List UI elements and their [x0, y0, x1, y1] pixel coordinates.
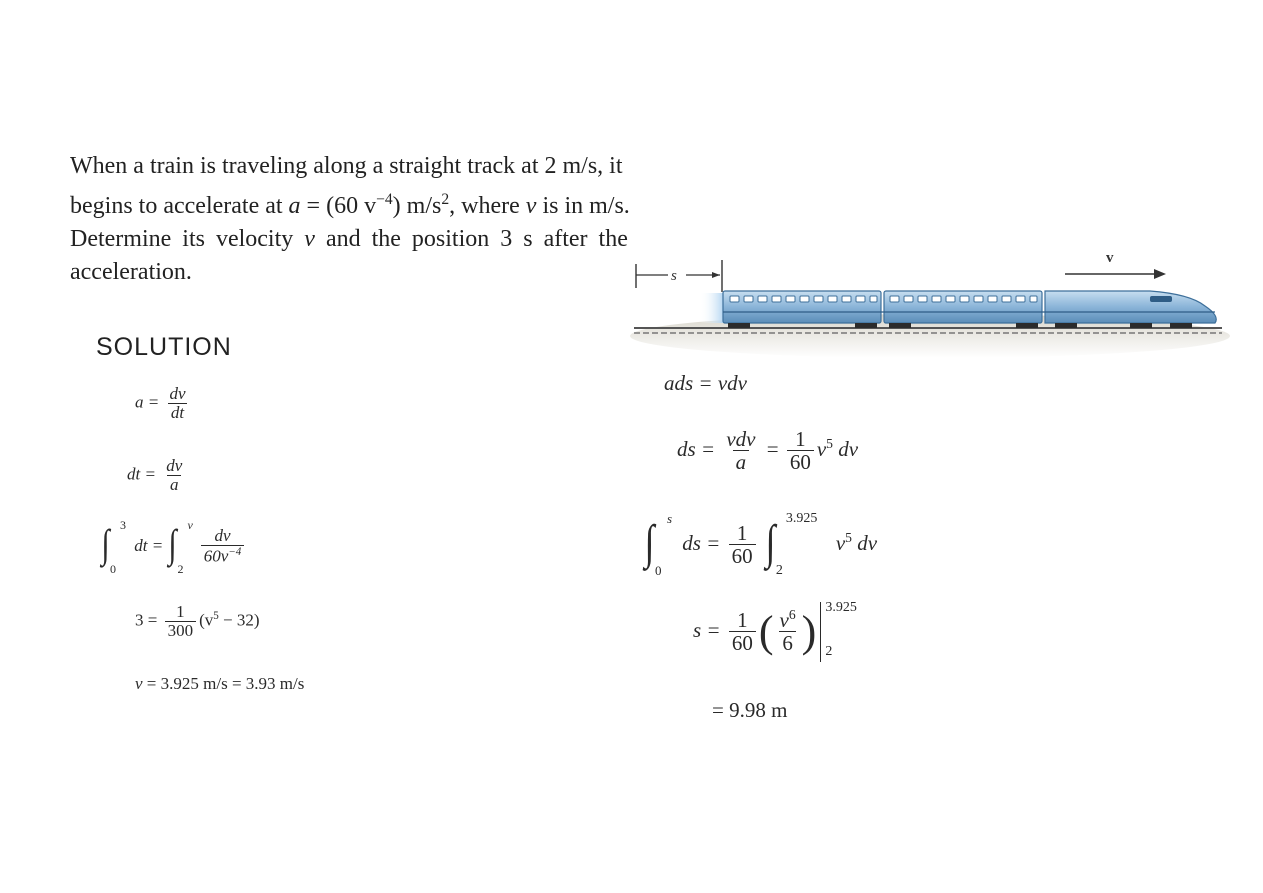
accel-expression: = (60 v [306, 193, 377, 219]
left-eq-2 [127, 457, 188, 495]
integral-3-upper: s [667, 511, 673, 526]
problem-line-4: acceleration. [70, 259, 192, 285]
problem-line-2 [70, 183, 755, 223]
accel-unit-exponent: 2 [441, 191, 450, 208]
integral-3 [643, 511, 673, 578]
s-dimension [636, 260, 722, 292]
left-eq-3 [100, 518, 247, 576]
eval-upper: 3.925 [825, 600, 857, 615]
problem-line-2b: , where [449, 193, 526, 219]
train-figure [630, 248, 1230, 363]
integral-sign-icon: ∫ [644, 516, 655, 569]
problem-line-3a: Determine its velocity [70, 226, 305, 252]
right-eq-2-dv: dv [833, 436, 859, 461]
right-eq-4-iden: 6 [779, 631, 796, 655]
integral-3-lower: 0 [655, 563, 662, 578]
integral-1-lower: 0 [110, 562, 116, 576]
integral-4-upper: 3.925 [785, 511, 818, 526]
left-eq-4 [135, 603, 260, 641]
right-eq-3-exp: 5 [845, 529, 852, 545]
right-eq-3 [643, 511, 878, 578]
left-eq-3-den-exp: −4 [228, 546, 242, 559]
right-eq-2-lhs: ds = [677, 436, 716, 461]
left-eq-4-lhs: 3 = [135, 610, 158, 630]
s-label: s [671, 268, 677, 284]
left-eq-1-lhs: a = [135, 392, 160, 412]
accel-symbol: a [288, 193, 301, 219]
right-eq-2-num1: vdv [726, 427, 756, 451]
right-eq-2-v: v [816, 436, 827, 461]
integral-4-lower: 2 [775, 563, 783, 578]
left-eq-3-mid: dt = [134, 535, 164, 555]
left-eq-4-rhs-b: − 32) [218, 610, 260, 630]
left-eq-4-den: 300 [165, 621, 197, 641]
right-eq-4-num: 1 [737, 607, 748, 632]
right-eq-3-mid: ds = [682, 530, 721, 555]
right-eq-3-dv: dv [852, 530, 878, 555]
left-eq-5-rhs: = 3.925 m/s = 3.93 m/s [142, 674, 305, 693]
integral-sign-icon: ∫ [765, 516, 776, 569]
left-eq-5 [135, 674, 304, 694]
evaluation-bar [820, 602, 861, 662]
integral-sign-icon: ∫ [168, 521, 178, 566]
right-eq-2-den1: a [733, 450, 750, 474]
motion-blur [700, 293, 725, 323]
integral-2-lower: 2 [177, 562, 184, 576]
left-eq-2-den: a [167, 475, 182, 495]
problem-line-2a: begins to accelerate at [70, 193, 289, 219]
right-eq-4-inum: v [779, 608, 789, 633]
integral-2-upper: v [187, 518, 193, 532]
left-eq-1-num: dv [169, 384, 186, 403]
right-eq-4-lhs: s = [693, 617, 721, 642]
velocity-symbol-2: v [304, 226, 315, 252]
right-eq-5: = 9.98 m [712, 698, 788, 722]
integral-4 [764, 511, 836, 578]
left-eq-3-num: dv [214, 526, 231, 546]
eval-lower: 2 [825, 644, 833, 659]
v-label: v [1106, 250, 1114, 266]
solution-title: SOLUTION [96, 333, 232, 361]
integral-1-upper: 3 [120, 518, 126, 532]
right-eq-2-num2: 1 [795, 427, 806, 451]
problem-line-3b: and the position 3 s after the [314, 226, 628, 252]
right-eq-3-num: 1 [736, 520, 748, 545]
problem-line-2c: is in m/s. [536, 193, 630, 219]
right-eq-3-den: 60 [729, 544, 756, 568]
left-eq-3-den: 60v [203, 546, 229, 566]
right-paren-icon: ) [801, 607, 817, 656]
right-eq-4-inum-exp: 6 [788, 607, 796, 623]
left-eq-5-v: v [135, 674, 143, 693]
left-paren-icon: ( [758, 607, 774, 656]
left-eq-2-num: dv [166, 456, 183, 475]
integral-1 [100, 518, 126, 576]
left-eq-1-den: dt [168, 403, 187, 423]
right-eq-2 [677, 428, 858, 474]
velocity-symbol: v [525, 193, 537, 219]
right-eq-3-v: v [835, 530, 846, 555]
problem-line-1: When a train is traveling along a straight track at 2 m/s, it [70, 153, 623, 179]
left-eq-2-lhs: dt = [127, 464, 156, 484]
integral-sign-icon: ∫ [101, 521, 110, 566]
right-eq-4 [693, 602, 861, 662]
right-eq-2-den2: 60 [787, 450, 814, 474]
right-eq-2-exp: 5 [826, 435, 833, 451]
right-eq-2-eq: = [766, 436, 779, 461]
train [723, 291, 1216, 328]
integral-2 [167, 518, 193, 576]
right-eq-1: ads = vdv [664, 371, 747, 395]
left-eq-4-rhs-a: (v [199, 610, 214, 630]
left-eq-4-rhs-exp: 5 [213, 610, 219, 623]
velocity-arrow [1065, 269, 1166, 279]
left-eq-4-num: 1 [176, 602, 185, 621]
accel-unit: ) m/s [392, 193, 442, 219]
accel-exponent: −4 [376, 191, 393, 208]
right-eq-4-den: 60 [729, 631, 756, 655]
left-eq-1 [135, 385, 192, 423]
